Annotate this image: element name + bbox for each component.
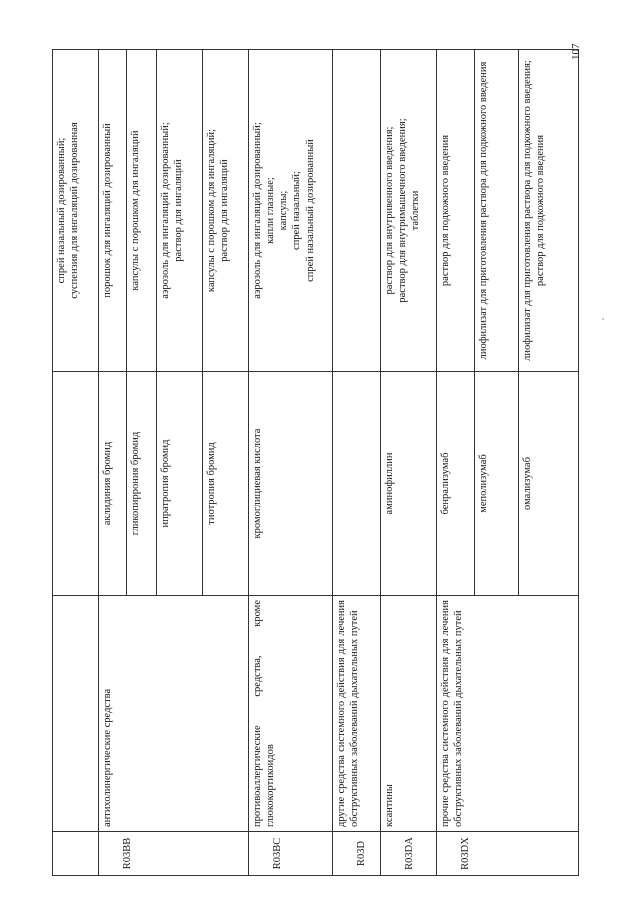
drug-name-cell: меполизумаб bbox=[475, 372, 519, 596]
page-number: 107 bbox=[570, 43, 582, 60]
drug-name-cell: бенрализумаб bbox=[437, 372, 475, 596]
dosage-form-line: раствор для внутримышечного введения; bbox=[397, 118, 409, 303]
dosage-forms-cell bbox=[99, 50, 127, 372]
dosage-forms-cell bbox=[475, 50, 519, 372]
dosage-form-line: раствор для подкожного введения bbox=[535, 134, 547, 287]
dosage-form-line: капли глазные; bbox=[265, 177, 277, 244]
table-row bbox=[99, 50, 127, 876]
dosage-form-line: лиофилизат для приготовления раствора для подкожного введения bbox=[478, 61, 489, 360]
dosage-forms-cell bbox=[333, 50, 381, 372]
dosage-form-line: раствор для внутривенного введения; bbox=[384, 126, 395, 295]
dosage-form-line: капсулы с порошком для ингаляций bbox=[130, 130, 141, 291]
atc-code-cell bbox=[53, 832, 99, 876]
dosage-form-line: раствор для ингаляций bbox=[219, 159, 231, 262]
table-row bbox=[381, 50, 437, 876]
dosage-forms-cell bbox=[519, 50, 579, 372]
drug-name-cell: гликопиррония бромид bbox=[127, 372, 157, 596]
dosage-form-line: таблетки bbox=[410, 190, 422, 231]
atc-code-cell: R03D bbox=[333, 832, 381, 876]
drug-name-cell: кромоглициевая кислота bbox=[249, 372, 333, 596]
dosage-forms-cell bbox=[53, 50, 99, 372]
drug-name-cell: аклидиния бромид bbox=[99, 372, 127, 596]
drug-name-cell: омализумаб bbox=[519, 372, 579, 596]
group-name-cell: противоаллергические средства, кроме глюкокортикоидов bbox=[249, 596, 333, 832]
drug-name-cell: аминофиллин bbox=[381, 372, 437, 596]
dosage-form-line: спрей назальный дозированный bbox=[304, 139, 316, 282]
dosage-form-line: капсулы; bbox=[278, 190, 290, 231]
table-row bbox=[437, 50, 475, 876]
group-name-cell bbox=[53, 596, 99, 832]
atc-code-cell: R03DA bbox=[381, 832, 437, 876]
table-row bbox=[53, 50, 99, 876]
dosage-form-line: спрей назальный; bbox=[291, 171, 303, 250]
group-name-cell: прочие средства системного действия для лечения обструктивных заболеваний дыхательных путей bbox=[437, 596, 579, 832]
dosage-form-line: спрей назальный дозированный; bbox=[56, 137, 67, 284]
dosage-form-line: аэрозоль для ингаляций дозированный; bbox=[160, 122, 171, 299]
table bbox=[52, 49, 579, 876]
group-name-cell: другие средства системного действия для лечения обструктивных заболеваний дыхательных путей bbox=[333, 596, 381, 832]
dosage-form-line: порошок для ингаляций дозированный bbox=[102, 123, 113, 298]
group-name-cell: ксантины bbox=[381, 596, 437, 832]
dosage-forms-cell bbox=[127, 50, 157, 372]
atc-code-cell: R03BC bbox=[249, 832, 333, 876]
table-row bbox=[249, 50, 333, 876]
dosage-form-line: лиофилизат для приготовления раствора для подкожного введения; bbox=[522, 60, 533, 361]
drug-name-cell: ипратропия бромид bbox=[157, 372, 203, 596]
dosage-forms-cell bbox=[203, 50, 249, 372]
dosage-form-line: раствор для подкожного введения bbox=[440, 134, 451, 287]
dosage-form-line: капсулы с порошком для ингаляций; bbox=[206, 128, 217, 293]
dosage-form-line: аэрозоль для ингаляций дозированный; bbox=[252, 122, 263, 299]
dosage-form-line: раствор для ингаляций bbox=[173, 159, 185, 262]
drug-classification-table bbox=[52, 50, 558, 876]
scan-artifact-dot bbox=[602, 318, 604, 320]
atc-code-cell: R03DX bbox=[437, 832, 579, 876]
drug-name-cell bbox=[333, 372, 381, 596]
table-row bbox=[333, 50, 381, 876]
drug-name-cell: тиотропия бромид bbox=[203, 372, 249, 596]
dosage-forms-cell bbox=[157, 50, 203, 372]
atc-code-cell: R03BB bbox=[99, 832, 249, 876]
dosage-forms-cell bbox=[381, 50, 437, 372]
group-name-cell: антихолинергические средства bbox=[99, 596, 249, 832]
dosage-forms-cell bbox=[437, 50, 475, 372]
dosage-form-line: суспензия для ингаляций дозированная bbox=[69, 122, 81, 299]
drug-name-cell bbox=[53, 372, 99, 596]
dosage-forms-cell bbox=[249, 50, 333, 372]
